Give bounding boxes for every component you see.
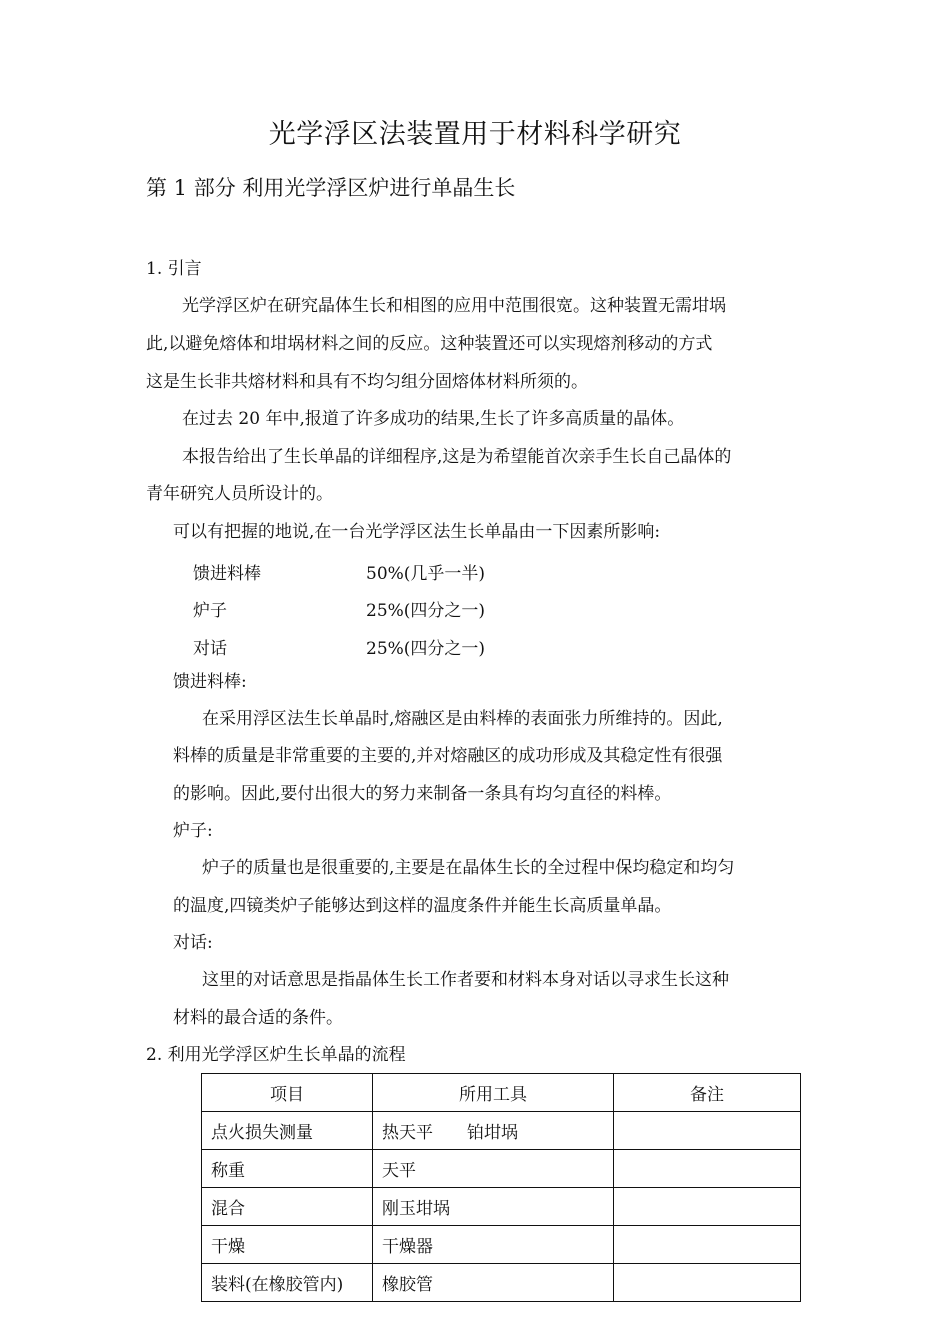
feed-rod-line: 在采用浮区法生长单晶时,熔融区是由料棒的表面张力所维持的。因此, — [202, 709, 723, 729]
table-row — [202, 1264, 801, 1302]
section-heading-process: 2. 利用光学浮区炉生长单晶的流程 — [146, 1045, 406, 1065]
intro-paragraph-line: 本报告给出了生长单晶的详细程序,这是为希望能首次亲手生长自己晶体的 — [182, 447, 732, 467]
feed-rod-line: 的影响。因此,要付出很大的努力来制备一条具有均匀直径的料棒。 — [173, 784, 672, 804]
table-cell-note — [614, 1226, 801, 1264]
table-row — [202, 1150, 801, 1188]
furnace-line: 的温度,四镜类炉子能够达到这样的温度条件并能生长高质量单晶。 — [173, 896, 672, 916]
table-cell-tool — [373, 1112, 614, 1150]
intro-paragraph-line: 青年研究人员所设计的。 — [146, 484, 333, 504]
table-header-cell: 所用工具 — [373, 1074, 614, 1112]
table-cell-item: 干燥 — [202, 1226, 373, 1264]
feed-rod-line: 料棒的质量是非常重要的主要的,并对熔融区的成功形成及其稳定性有很强 — [173, 746, 723, 766]
table-cell-tool: 橡胶管 — [373, 1264, 614, 1302]
table-row — [202, 1226, 801, 1264]
factor-value: 25%(四分之一) — [366, 639, 486, 659]
tool-name: 热天平 — [382, 1123, 433, 1143]
factor-value: 25%(四分之一) — [366, 601, 486, 621]
intro-paragraph-line: 光学浮区炉在研究晶体生长和相图的应用中范围很宽。这种装置无需坩埚 — [182, 296, 726, 316]
table-header-row — [202, 1074, 801, 1112]
intro-paragraph-line: 此,以避免熔体和坩埚材料之间的反应。这种装置还可以实现熔剂移动的方式 — [146, 334, 713, 354]
dialogue-heading: 对话: — [173, 933, 213, 953]
factor-name: 馈进料棒 — [193, 564, 261, 584]
table-cell-tool: 干燥器 — [373, 1226, 614, 1264]
intro-paragraph-line: 这是生长非共熔材料和具有不均匀组分固熔体材料所须的。 — [146, 372, 588, 392]
table-cell-note — [614, 1112, 801, 1150]
process-table — [201, 1073, 801, 1302]
factor-name: 对话 — [193, 639, 227, 659]
table-cell-tool: 天平 — [373, 1150, 614, 1188]
table-row — [202, 1112, 801, 1150]
table-cell-tool: 刚玉坩埚 — [373, 1188, 614, 1226]
dialogue-line: 材料的最合适的条件。 — [173, 1008, 343, 1028]
dialogue-line: 这里的对话意思是指晶体生长工作者要和材料本身对话以寻求生长这种 — [202, 970, 729, 990]
section-heading-introduction: 1. 引言 — [146, 259, 202, 279]
feed-rod-heading: 馈进料棒: — [173, 672, 247, 692]
document-subtitle: 第 1 部分 利用光学浮区炉进行单晶生长 — [146, 176, 516, 200]
table-header-cell: 备注 — [614, 1074, 801, 1112]
factor-name: 炉子 — [193, 601, 227, 621]
table-header-cell: 项目 — [202, 1074, 373, 1112]
table-cell-item: 称重 — [202, 1150, 373, 1188]
furnace-heading: 炉子: — [173, 821, 213, 841]
furnace-line: 炉子的质量也是很重要的,主要是在晶体生长的全过程中保均稳定和均匀 — [202, 858, 735, 878]
table-cell-note — [614, 1188, 801, 1226]
intro-paragraph-line: 在过去 20 年中,报道了许多成功的结果,生长了许多高质量的晶体。 — [182, 409, 685, 429]
table-cell-item: 混合 — [202, 1188, 373, 1226]
document-title: 光学浮区法装置用于材料科学研究 — [268, 119, 682, 150]
table-row — [202, 1188, 801, 1226]
tool-name: 铂坩埚 — [467, 1123, 518, 1143]
table-cell-note — [614, 1264, 801, 1302]
table-cell-item: 装料(在橡胶管内) — [202, 1264, 373, 1302]
intro-paragraph-line: 可以有把握的地说,在一台光学浮区法生长单晶由一下因素所影响: — [173, 522, 661, 542]
table-cell-item: 点火损失测量 — [202, 1112, 373, 1150]
table-cell-note — [614, 1150, 801, 1188]
factor-value: 50%(几乎一半) — [366, 564, 486, 584]
